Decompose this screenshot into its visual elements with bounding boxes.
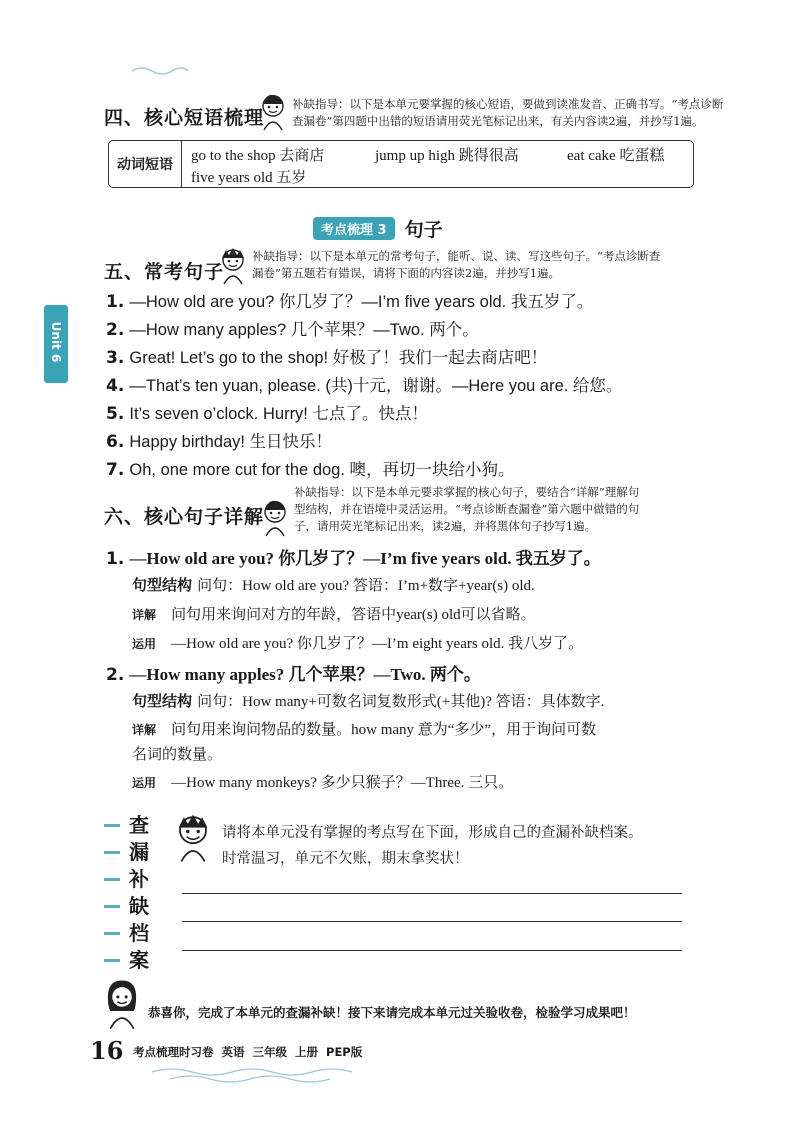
usage-label: 运用 [132,637,157,651]
writing-line [182,921,682,922]
core-sentence-2 [106,660,481,685]
dash-mark [104,932,120,935]
sentence-item [106,428,622,456]
top-decoration [130,64,190,78]
sentence-number: 6. [106,432,125,452]
sentence-number: 4. [106,376,125,396]
dash-mark [104,824,120,827]
usage-label: 运用 [132,776,157,790]
phrase-item: go to the shop 去商店 [191,148,325,164]
structure-label: 句型结构 [132,576,193,594]
footer-decoration [150,1066,380,1084]
dash-mark [104,959,120,962]
sentence-number: 2. [106,320,125,340]
section6-hint [294,484,639,535]
sentence-text: Oh, one more cut for the dog. 噢，再切一块给小狗。 [129,461,515,479]
detail-row-1 [132,603,536,624]
detail-text-continued: 名词的数量。 [132,747,223,763]
section4-title: 四、核心短语梳理 [104,107,265,129]
section5-hint-line2: 漏卷”第五题若有错误，请将下面的内容读2遍，并抄写1遍。 [252,266,561,280]
sentence-number: 5. [106,404,125,424]
banner-pill: 考点梳理 3 [313,217,395,240]
congrats-text: 恭喜你，完成了本单元的查漏补缺！接下来请完成本单元过关验收卷，检验学习成果吧！ [148,1005,636,1020]
core-sentence-1 [106,544,601,569]
banner-title: 句子 [404,219,443,241]
section4-hint-line2: 查漏卷”第四题中出错的短语请用荧光笔标记出来，有关内容读2遍，并抄写1遍。 [292,114,704,128]
unit-side-tab-label: Unit 6 [49,321,63,363]
phrase-item: eat cake 吃蛋糕 [567,148,665,164]
sentence-text: —That’s ten yuan, please. (共)十元，谢谢。—Here you are. 给您。 [129,377,623,395]
archive-text [222,820,643,872]
phrase-item: jump up high 跳得很高 [375,148,519,164]
dash-mark [104,878,120,881]
sentence-text: Happy birthday! 生日快乐！ [129,433,333,451]
kid-mascot-icon [256,92,290,132]
phrase-item: five years old 五岁 [191,170,307,186]
phrase-table [108,140,694,188]
section4-hint-line1: 补缺指导：以下是本单元要掌握的核心短语，要做到读准发音、正确书写。“考点诊断 [292,97,724,111]
core-sentence-number: 2. [106,665,125,685]
archive-text-line1: 请将本单元没有掌握的考点写在下面，形成自己的查漏补缺档案。 [222,825,643,841]
sentence-text: Great! Let’s go to the shop! 好极了！我们一起去商店吧！ [129,349,548,367]
archive-char: 补 [129,867,149,891]
core-sentence-text: —How many apples? 几个苹果？—Two. 两个。 [129,665,481,684]
unit-side-tab [44,305,68,383]
structure-text: 问句：How many+可数名词复数形式(+其他)? 答语：具体数字. [197,694,605,710]
detail-text: 问句用来询问对方的年龄，答语中year(s) old可以省略。 [171,607,536,623]
sentence-item [106,456,622,484]
kid-mascot-icon [170,812,216,864]
structure-label: 句型结构 [132,692,193,710]
dash-mark [104,851,120,854]
section5-hint [252,248,660,282]
sentence-item [106,344,622,372]
writing-line [182,893,682,894]
usage-text: —How many monkeys? 多少只猴子？—Three. 三只。 [171,775,514,791]
sentence-text: —How many apples? 几个苹果？—Two. 两个。 [129,321,479,339]
page-number: 16 [90,1036,124,1065]
writing-line [182,950,682,951]
archive-char: 案 [129,948,149,972]
section6-hint-line2: 型结构，并在语境中灵活运用。“考点诊断查漏卷”第六题中做错的句 [294,502,640,516]
usage-text: —How old are you? 你几岁了？—I’m eight years old. 我八岁了。 [171,636,584,652]
kid-mascot-icon [258,498,292,538]
sentence-text: —How old are you? 你几岁了？—I’m five years old. 我五岁了。 [129,293,594,311]
phrase-table-label-cell [109,141,182,187]
sentence-number: 1. [106,292,125,312]
sentence-list [106,288,622,484]
sentence-item [106,288,622,316]
section6-hint-line1: 补缺指导：以下是本单元要求掌握的核心句子，要结合“详解”理解句 [294,485,640,499]
sentence-number: 7. [106,460,125,480]
kid-mascot-icon [216,246,250,286]
phrase-table-label: 动词短语 [117,157,173,173]
archive-char: 档 [129,921,149,945]
sentence-item [106,400,622,428]
section6-hint-line3: 子，请用荧光笔标记出来，读2遍，并将黑体句子抄写1遍。 [294,519,597,533]
detail-label: 详解 [132,723,157,737]
sentence-text: It’s seven o’clock. Hurry! 七点了。快点！ [129,405,428,423]
archive-char: 缺 [129,894,149,918]
section4-hint [292,96,723,130]
dash-mark [104,905,120,908]
girl-mascot-icon [102,978,142,1030]
detail-text: 问句用来询问物品的数量。how many 意为“多少”，用于询问可数 [171,722,597,738]
section-banner [313,215,443,242]
section5-hint-line1: 补缺指导：以下是本单元的常考句子，能听、说、读、写这些句子。“考点诊断查 [252,249,661,263]
sentence-item [106,316,622,344]
section5-title: 五、常考句子 [104,261,225,283]
core-sentence-number: 1. [106,549,125,569]
sentence-number: 3. [106,348,125,368]
detail-label: 详解 [132,608,157,622]
archive-vertical-title [104,812,152,974]
usage-row-1 [132,632,583,653]
footer-text: 考点梳理时习卷 英语 三年级 上册 PEP版 [133,1045,363,1059]
core-sentence-text: —How old are you? 你几岁了？—I’m five years old. 我五岁了。 [129,549,601,568]
structure-text: 问句：How old are you? 答语：I’m+数字+year(s) old. [197,578,535,594]
archive-text-line2: 时常温习，单元不欠账，期末拿奖状！ [222,851,469,867]
structure-row-1 [132,574,535,595]
detail-row-2 [132,718,596,739]
sentence-item [106,372,622,400]
archive-char: 漏 [129,840,149,864]
structure-row-2 [132,690,604,711]
section6-title: 六、核心句子详解 [104,506,265,528]
usage-row-2 [132,771,513,792]
archive-char: 查 [129,813,149,837]
